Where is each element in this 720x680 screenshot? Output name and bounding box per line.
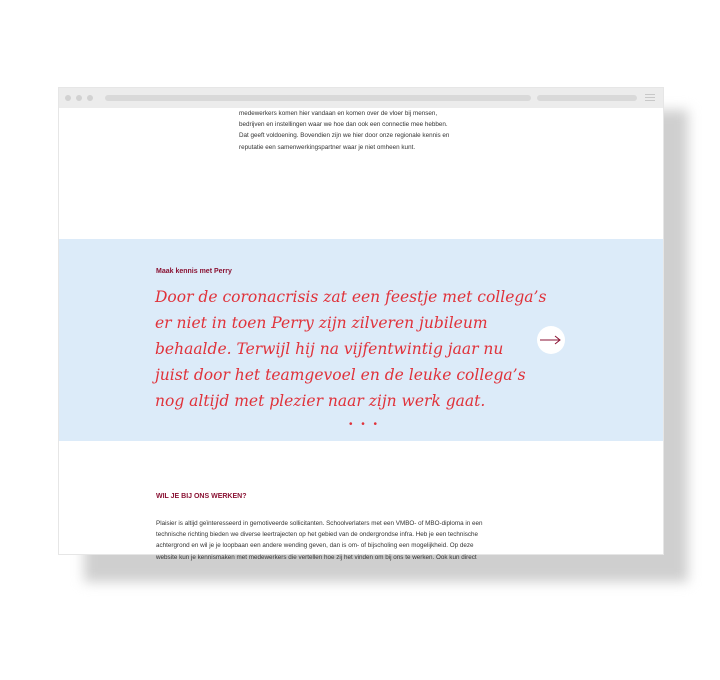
quote-line: er niet in toen Perry zijn zilveren jubileum	[155, 314, 488, 332]
work-section-title: WIL JE BIJ ONS WERKEN?	[156, 493, 247, 500]
testimonial-carousel	[59, 239, 663, 441]
intro-line: medewerkers komen hier vandaan en komen over de vloer bij mensen,	[239, 110, 438, 117]
intro-line: Dat geeft voldoening. Bovendien zijn we hier door onze regionale kennis en	[239, 132, 450, 140]
browser-chrome	[59, 88, 663, 108]
window-close-dot[interactable]	[65, 95, 71, 101]
intro-paragraph	[239, 108, 489, 153]
testimonial-quote	[155, 284, 595, 414]
browser-window	[58, 87, 664, 561]
work-section-body	[156, 518, 546, 563]
work-line: technische richting bieden we diverse leertrajecten op het gebied van de ondergrondse infra. Heb je een technische	[156, 531, 479, 539]
search-bar[interactable]	[537, 95, 637, 101]
quote-line: Door de coronacrisis zat een feestje met collega’s	[155, 288, 547, 306]
testimonial-label: Maak kennis met Perry	[156, 268, 232, 275]
work-line: website kun je kennismaken met medewerkers die vertellen hoe zij het vinden om bij ons te werken. Ook kun direct	[156, 553, 477, 561]
quote-line: juist door het teamgevoel en de leuke collega’s	[155, 366, 526, 384]
window-minimize-dot[interactable]	[76, 95, 82, 101]
work-line: achtergrond en wil je je loopbaan een andere wending geven, dan is om- of bijscholing een mogelijkheid. Op deze	[156, 542, 474, 550]
address-bar[interactable]	[105, 95, 531, 101]
quote-line: nog altijd met plezier naar zijn werk gaat.	[155, 392, 486, 410]
carousel-pagination-dots[interactable]: • • •	[349, 419, 381, 430]
intro-line: bedrijven en instellingen waar we hoe dan ook een connectie mee hebben.	[239, 121, 448, 129]
next-testimonial-button[interactable]	[537, 326, 565, 354]
work-line: Plaisier is altijd geïnteresseerd in gemotiveerde sollicitanten. Schoolverlaters met een VMBO- of MBO-diploma in een	[156, 520, 483, 527]
intro-line: reputatie een samenwerkingspartner waar je niet omheen kunt.	[239, 143, 416, 151]
hamburger-menu-icon[interactable]	[645, 94, 655, 102]
window-maximize-dot[interactable]	[87, 95, 93, 101]
quote-line: behaalde. Terwijl hij na vijfentwintig jaar nu	[155, 340, 504, 358]
arrow-right-icon	[540, 335, 562, 345]
